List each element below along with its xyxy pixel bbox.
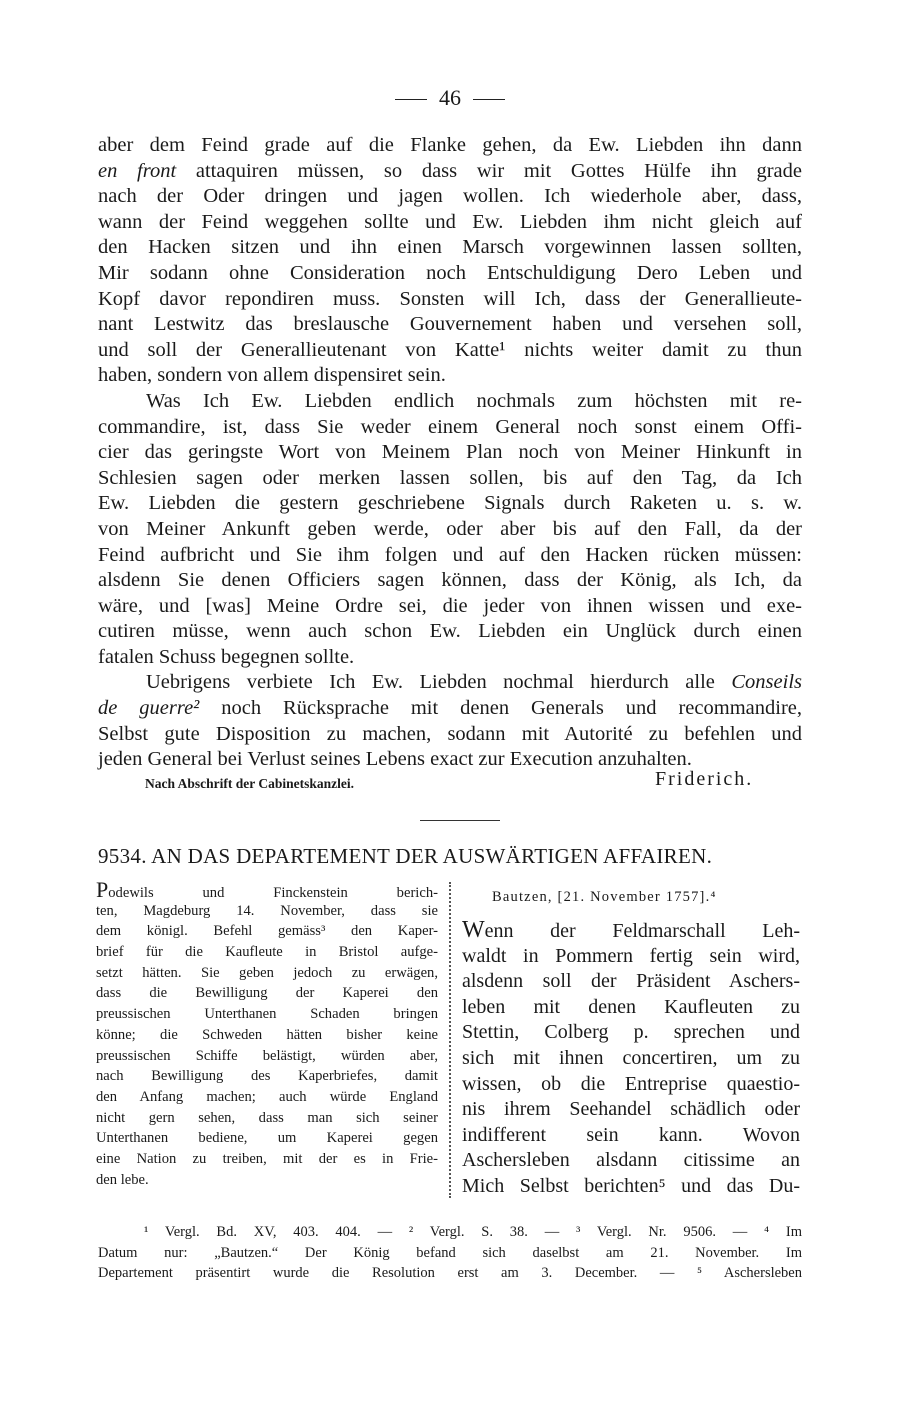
resolution-line: Mich Selbst berichten⁵ und das Du- [462, 1174, 800, 1197]
body-line: Schlesien sagen oder merken lassen sollen, bis auf den Tag, da Ich [98, 466, 802, 489]
paragraph-2 [98, 389, 802, 671]
body-line: Uebrigens verbiete Ich Ew. Liebden nochmal hierdurch alle Conseils [146, 671, 802, 694]
page-header [0, 85, 900, 111]
summary-line: Unterthanen bediene, um Kaperei gegen [96, 1130, 438, 1147]
body-line: de guerre² noch Rücksprache mit denen Generals und recommandire, [98, 697, 802, 720]
header-dash-left [395, 99, 427, 100]
italic-phrase-en-front: en front [98, 159, 177, 182]
footnote-line: Datum nur: „Bautzen.“ Der König befand sich daselbst am 21. November. Im [98, 1244, 802, 1261]
body-line: nach der Oder dringen und jagen wollen. Ich wiederhole aber, dass, [98, 185, 802, 208]
summary-column [96, 877, 438, 1190]
summary-line: brief für die Kaufleute in Bristol aufge- [96, 944, 438, 961]
initial-letter: P [96, 877, 109, 902]
body-line: fatalen Schuss begegnen sollte. [98, 645, 355, 668]
body-line: nant Lestwitz das breslausche Gouvernement haben und versehen soll, [98, 313, 802, 336]
section-divider-rule [420, 820, 500, 821]
resolution-line: Stettin, Colberg p. sprechen und [462, 1021, 800, 1044]
body-line: wann der Feind weggehen sollte und Ew. Liebden ihm nicht gleich auf [98, 210, 802, 233]
footnote-line: Departement präsentirt wurde die Resolution erst am 3. December. — ⁵ Aschersleben [98, 1265, 802, 1281]
signature: Friderich. [655, 768, 754, 790]
body-line: aber dem Feind grade auf die Flanke gehen, da Ew. Liebden ihn dann [98, 134, 802, 156]
summary-line: eine Nation zu treiben, mit der es in Frie- [96, 1150, 438, 1167]
body-line: alsdenn Sie denen Officiers sagen können, dass der König, als Ich, da [98, 569, 802, 592]
summary-line: dem königl. Befehl gemäss³ den Kaper- [96, 923, 438, 940]
summary-line: ten, Magdeburg 14. November, dass sie [96, 902, 438, 919]
initial-letter: W [462, 917, 485, 943]
resolution-line: Aschersleben alsdann citissime an [462, 1149, 800, 1172]
body-line: und soll der Generallieutenant von Katte¹ nichts weiter damit zu thun [98, 338, 802, 361]
resolution-text [462, 918, 800, 1200]
body-line: Kopf davor repondiren muss. Sonsten will Ich, dass der Generallieute- [98, 287, 802, 310]
source-note: Nach Abschrift der Cabinetskanzlei. [145, 776, 355, 791]
body-line: jeden General bei Verlust seines Lebens exact zur Execution anzuhalten. [98, 748, 692, 771]
body-line: cutiren müsse, wenn auch schon Ew. Liebden ein Unglück durch einen [98, 620, 802, 643]
body-line: wäre, und [was] Meine Ordre sei, die jeder von ihnen wissen und exe- [98, 594, 802, 617]
body-line: Was Ich Ew. Liebden endlich nochmals zum höchsten mit re- [146, 389, 802, 412]
summary-line: nicht gern sehen, dass man sich seiner [96, 1109, 438, 1126]
paragraph-3 [98, 670, 802, 772]
body-line: von Meiner Ankunft geben werde, oder aber bis auf den Fall, da der [98, 517, 802, 540]
column-divider [449, 882, 451, 1198]
resolution-line: wissen, ob die Entreprise quaestio- [462, 1072, 800, 1095]
resolution-line: sich mit ihnen concertiren, um zu [462, 1046, 800, 1069]
resolution-line: indifferent sein kann. Wovon [462, 1123, 800, 1146]
italic-phrase-conseils: Conseils [731, 671, 802, 694]
resolution-line: nis ihrem Seehandel schädlich oder [462, 1098, 800, 1121]
paragraph-1 [98, 133, 802, 389]
body-line: en front attaquiren müssen, so dass wir mit Gottes Hülfe ihn grade [98, 159, 802, 182]
summary-line: den Anfang machen; auch würde England [96, 1088, 438, 1105]
italic-phrase-de-guerre: de guerre² [98, 697, 200, 720]
summary-line: könne; die Schweden hätten bisher keine [96, 1026, 438, 1043]
summary-line: dass die Bewilligung der Kaperei den [96, 985, 438, 1002]
body-line: haben, sondern von allem dispensiret sein. [98, 364, 446, 387]
body-line: cier das geringste Wort von Meinem Plan noch von Meiner Hinkunft in [98, 441, 802, 464]
page-number: 46 [439, 85, 461, 110]
dateline: Bautzen, [21. November 1757].⁴ [492, 889, 717, 905]
resolution-line: leben mit denen Kaufleuten zu [462, 995, 800, 1018]
summary-line: setzt hätten. Sie geben jedoch zu erwägen, [96, 964, 438, 981]
resolution-line: waldt in Pommern fertig sein wird, [462, 944, 800, 967]
summary-line: den lebe. [96, 1171, 149, 1188]
body-line: Feind aufbricht und Sie ihm folgen und auf den Hacken rücken müssen: [98, 543, 802, 566]
section-heading: 9534. AN DAS DEPARTEMENT DER AUSWÄRTIGEN AFFAIREN. [98, 844, 713, 868]
resolution-line: alsdenn soll der Präsident Aschers- [462, 970, 800, 993]
body-line: den Hacken sitzen und ihn einen Marsch vorgewinnen lassen sollten, [98, 236, 802, 259]
resolution-line: Wenn der Feldmarschall Leh- [462, 917, 800, 943]
resolution-column [462, 884, 800, 1200]
footnote-line: ¹ Vergl. Bd. XV, 403. 404. — ² Vergl. S. 38. — ³ Vergl. Nr. 9506. — ⁴ Im [144, 1224, 802, 1240]
summary-line: preussischen Unterthanen Schaden bringen [96, 1006, 438, 1023]
header-dash-right [473, 99, 505, 100]
footnotes [98, 1222, 802, 1284]
body-line: Mir sodann ohne Consideration noch Entschuldigung Dero Leben und [98, 261, 802, 284]
summary-line: nach Bewilligung des Kaperbriefes, damit [96, 1068, 438, 1085]
letter-body [98, 133, 802, 773]
body-line: commandire, ist, dass Sie weder einem General noch sonst einem Offi- [98, 415, 802, 438]
summary-line: Podewils und Finckenstein berich- [96, 877, 438, 902]
body-line: Selbst gute Disposition zu machen, sodann mit Autorité zu befehlen und [98, 722, 802, 745]
body-line: Ew. Liebden die gestern geschriebene Signals durch Raketen u. s. w. [98, 492, 802, 515]
summary-line: preussischen Schiffe belästigt, würden aber, [96, 1047, 438, 1064]
signature-row [0, 768, 900, 798]
